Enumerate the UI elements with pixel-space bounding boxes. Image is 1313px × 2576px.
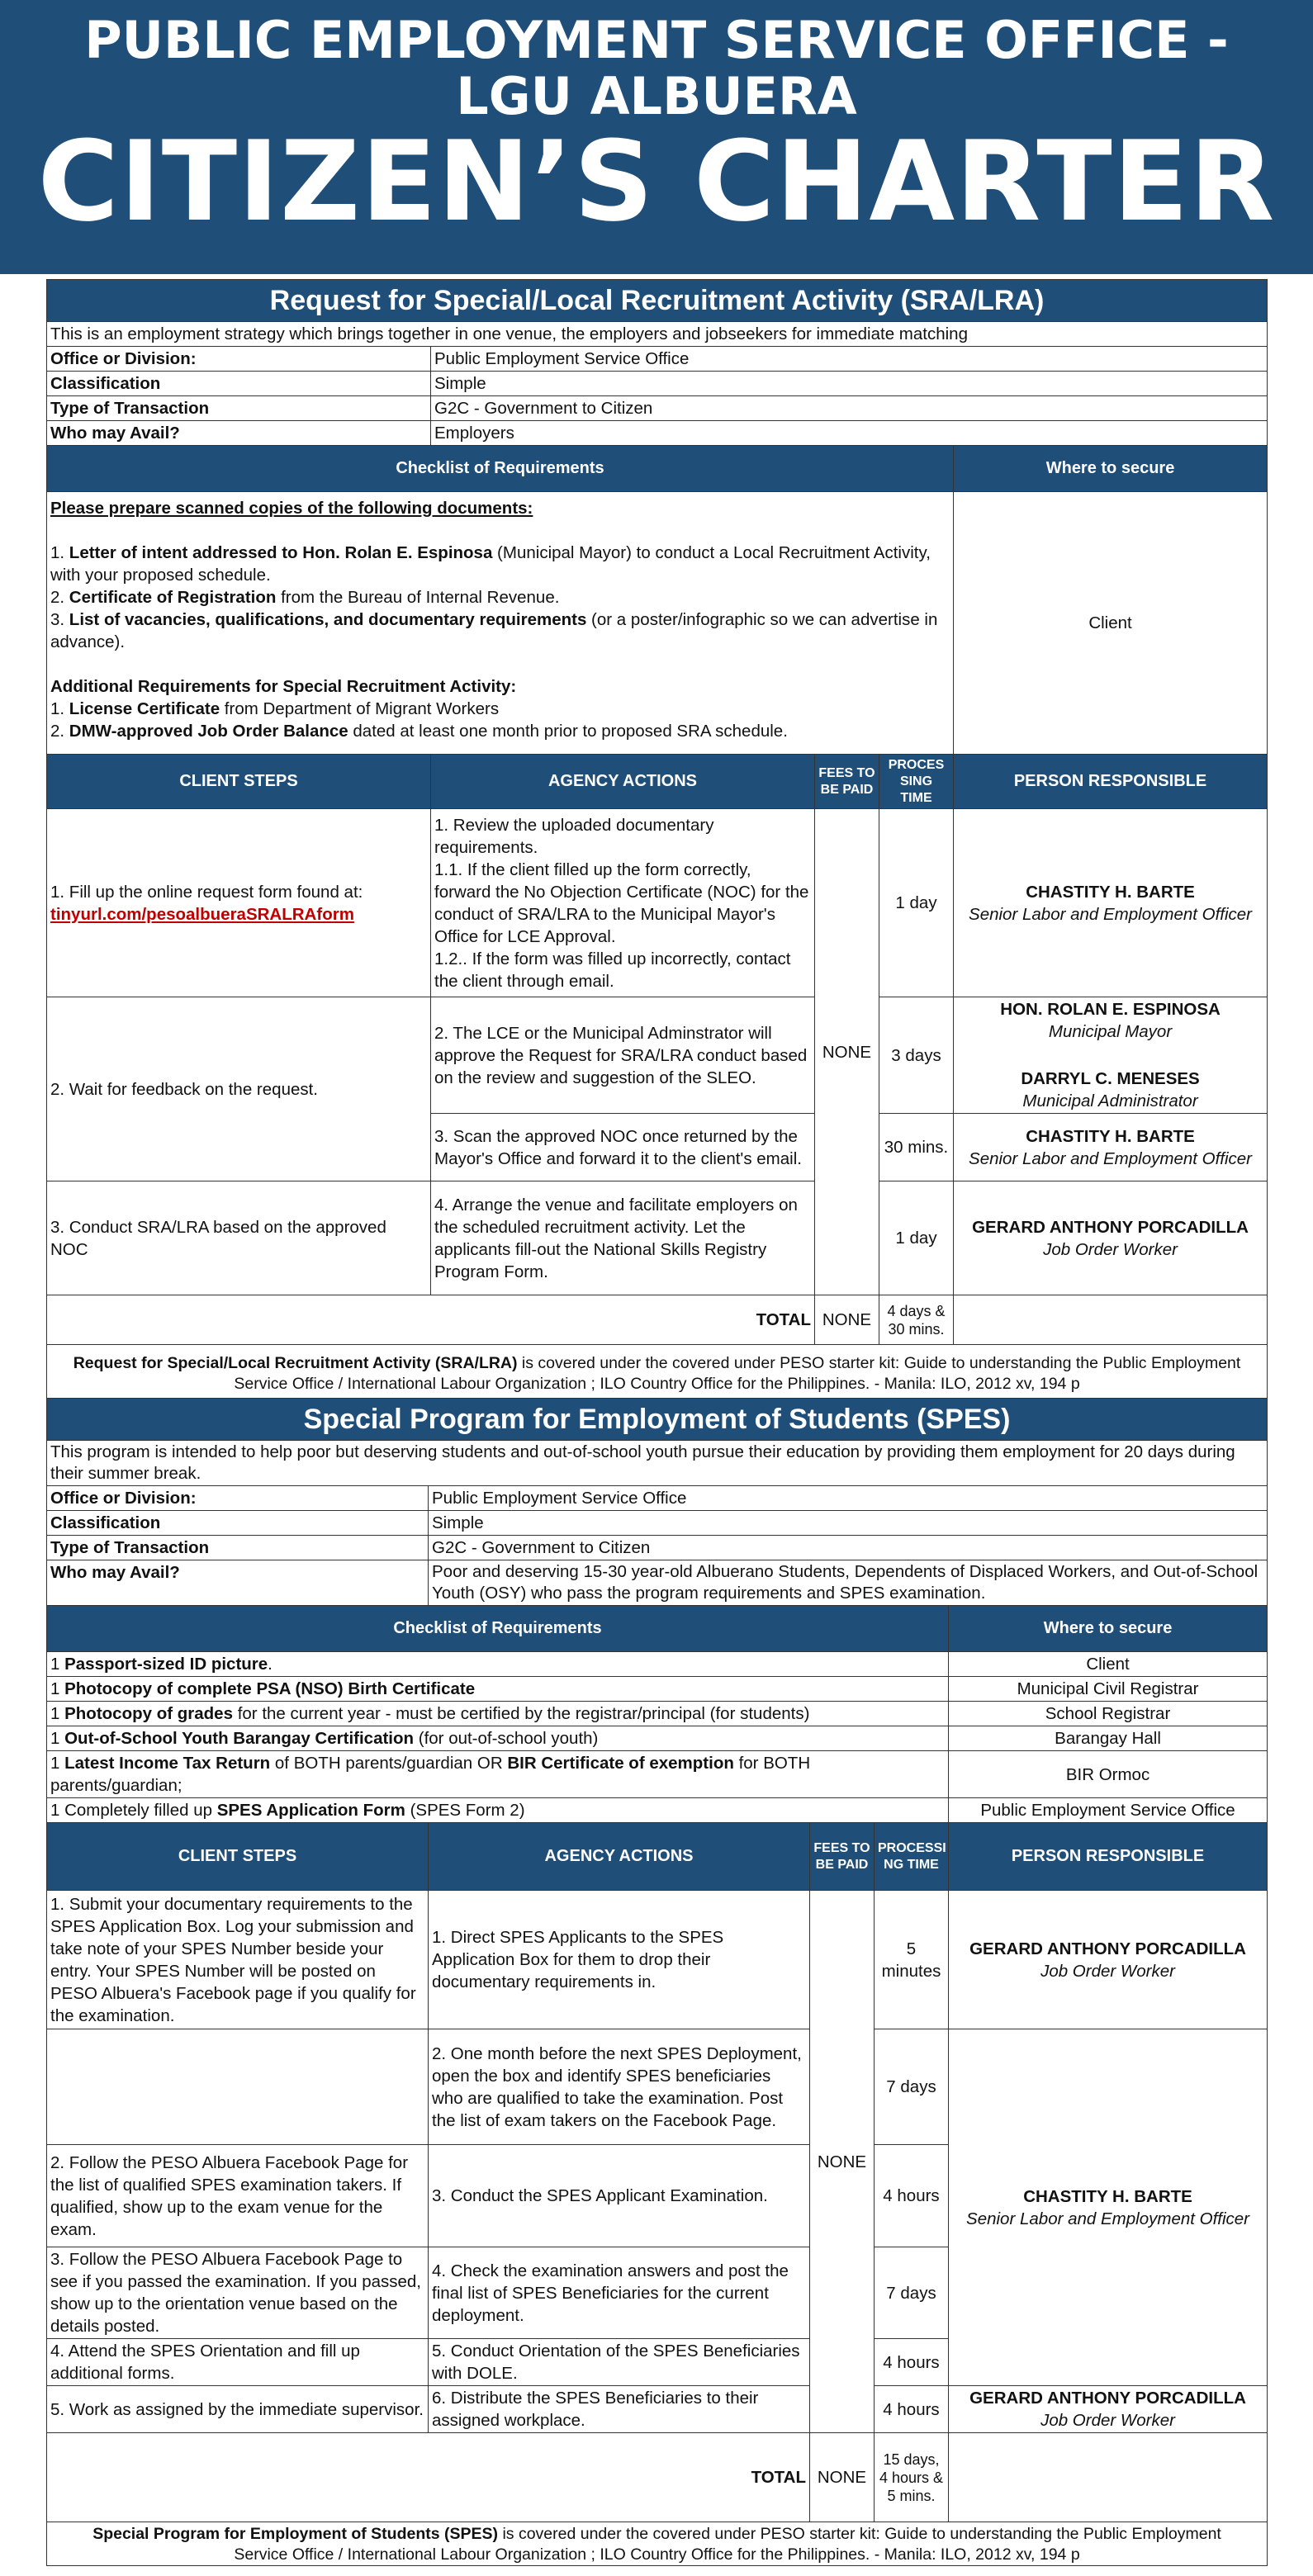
sra-description: This is an employment strategy which brings together in one venue, the employers and jobseekers for immediate matching — [47, 322, 1268, 347]
requirement-text: 1 Completely filled up SPES Application Form (SPES Form 2) — [47, 1798, 949, 1823]
sra-info-row — [47, 372, 1268, 396]
total-time: 15 days, 4 hours & 5 mins. — [875, 2433, 949, 2522]
client-step-4: 4. Attend the SPES Orientation and fill up additional forms. — [47, 2339, 429, 2386]
total-fees: NONE — [810, 2433, 875, 2522]
sra-info-row — [47, 347, 1268, 372]
col-agency-actions: AGENCY ACTIONS — [429, 1823, 810, 1891]
req-item: 1. Letter of intent addressed to Hon. Rolan E. Espinosa (Municipal Mayor) to conduct a Local Recruitment Activity, with your proposed schedule. — [50, 543, 931, 585]
info-value: Poor and deserving 15-30 year-old Albuerano Students, Dependents of Displaced Workers, and Out-of-School Youth (OSY) who pass the program requirements and SPES examination. — [429, 1560, 1268, 1606]
col-agency-actions: AGENCY ACTIONS — [431, 755, 815, 809]
processing-time: 4 hours — [875, 2339, 949, 2386]
client-step-3: 3. Follow the PESO Albuera Facebook Page to see if you passed the examination. If you passed, show up to the orientation venue based on the details posted. — [47, 2247, 429, 2339]
info-label: Classification — [47, 1511, 429, 1536]
info-value: G2C - Government to Citizen — [429, 1536, 1268, 1560]
banner-office-title: PUBLIC EMPLOYMENT SERVICE OFFICE - — [84, 10, 1229, 70]
total-label: TOTAL — [47, 1295, 815, 1345]
sra-footer-note: Request for Special/Local Recruitment Activity (SRA/LRA) is covered under the covered under PESO starter kit: Guide to understanding the Public Employment Service Office / International Labour Organization ; ILO Country Office for the Philippines. - Manila: ILO, 2012 xv, 194 p — [47, 1345, 1268, 1399]
info-label: Who may Avail? — [47, 1560, 429, 1606]
total-time: 4 days & 30 mins. — [879, 1295, 954, 1345]
agency-action-3: 3. Scan the approved NOC once returned by the Mayor's Office and forward it to the client's email. — [431, 1114, 815, 1181]
col-processing-time: PROCES SING TIME — [879, 755, 954, 809]
spes-table — [46, 1398, 1268, 2566]
client-step-1 — [47, 809, 431, 997]
where-value: Client — [954, 492, 1268, 755]
banner-lgu-title: LGU ALBUERA — [456, 66, 857, 126]
col-person-responsible: PERSON RESPONSIBLE — [954, 755, 1268, 809]
spes-description: This program is intended to help poor but deserving students and out-of-school youth pursue their education by providing them employment for 20 days during their summer break. — [47, 1441, 1268, 1486]
total-label: TOTAL — [47, 2433, 810, 2522]
req-item: 2. DMW-approved Job Order Balance dated at least one month prior to proposed SRA schedule. — [50, 722, 788, 741]
requirement-text: 1 Photocopy of complete PSA (NSO) Birth Certificate — [47, 1677, 949, 1702]
person-responsible: HON. ROLAN E. ESPINOSA Municipal Mayor DARRYL C. MENESES Municipal Administrator — [954, 997, 1268, 1114]
requirement-row — [47, 1702, 1268, 1726]
spes-info-row — [47, 1536, 1268, 1560]
info-value: Public Employment Service Office — [429, 1486, 1268, 1511]
requirement-source: Municipal Civil Registrar — [949, 1677, 1268, 1702]
banner-charter-title: CITIZEN’S CHARTER — [37, 117, 1276, 246]
person-responsible: CHASTITY H. BARTE Senior Labor and Employment Officer — [954, 809, 1268, 997]
requirement-row — [47, 1751, 1268, 1798]
client-step-2: 2. Wait for feedback on the request. — [47, 997, 431, 1181]
req-item: 1. License Certificate from Department of Migrant Workers — [50, 699, 500, 718]
requirement-source: Client — [949, 1652, 1268, 1677]
sra-requirements — [47, 492, 954, 755]
sra-title: Request for Special/Local Recruitment Activity (SRA/LRA) — [47, 280, 1268, 322]
requirement-source: Public Employment Service Office — [949, 1798, 1268, 1823]
requirement-row — [47, 1677, 1268, 1702]
info-value: G2C - Government to Citizen — [431, 396, 1268, 421]
agency-action-5: 5. Conduct Orientation of the SPES Beneficiaries with DOLE. — [429, 2339, 810, 2386]
requirement-text: 1 Latest Income Tax Return of BOTH parents/guardian OR BIR Certificate of exemption for BOTH parents/guardian; — [47, 1751, 949, 1798]
fees-value: NONE — [815, 809, 879, 1295]
info-label: Type of Transaction — [47, 1536, 429, 1560]
processing-time: 3 days — [879, 997, 954, 1114]
agency-action-1: 1. Direct SPES Applicants to the SPES Application Box for them to drop their documentary requirements in. — [429, 1891, 810, 2029]
processing-time: 1 day — [879, 1181, 954, 1295]
where-to-secure-header: Where to secure — [949, 1606, 1268, 1652]
requirement-row — [47, 1652, 1268, 1677]
col-fees: FEES TO BE PAID — [815, 755, 879, 809]
client-step-5: 5. Work as assigned by the immediate supervisor. — [47, 2386, 429, 2433]
agency-action-4: 4. Check the examination answers and post the final list of SPES Beneficiaries for the current deployment. — [429, 2247, 810, 2339]
requirement-text: 1 Passport-sized ID picture. — [47, 1652, 949, 1677]
requirement-source: BIR Ormoc — [949, 1751, 1268, 1798]
total-fees: NONE — [815, 1295, 879, 1345]
client-step-empty — [47, 2029, 429, 2145]
info-value: Employers — [431, 421, 1268, 446]
processing-time: 7 days — [875, 2247, 949, 2339]
charter-sheet — [46, 279, 1267, 2566]
info-value: Public Employment Service Office — [431, 347, 1268, 372]
info-label: Office or Division: — [47, 1486, 429, 1511]
req-item: 3. List of vacancies, qualifications, and documentary requirements (or a poster/infographic so we can advertise in advance). — [50, 610, 938, 651]
where-to-secure-header: Where to secure — [954, 446, 1268, 492]
checklist-header: Checklist of Requirements — [47, 1606, 949, 1652]
info-label: Type of Transaction — [47, 396, 431, 421]
info-label: Who may Avail? — [47, 421, 431, 446]
processing-time: 4 hours — [875, 2145, 949, 2247]
info-label: Office or Division: — [47, 347, 431, 372]
col-fees: FEES TO BE PAID — [810, 1823, 875, 1891]
req-intro: Please prepare scanned copies of the following documents: — [50, 499, 533, 518]
spes-info-row — [47, 1560, 1268, 1606]
empty-cell — [954, 1295, 1268, 1345]
spes-info-row — [47, 1486, 1268, 1511]
processing-time: 30 mins. — [879, 1114, 954, 1181]
agency-action-4: 4. Arrange the venue and facilitate employers on the scheduled recruitment activity. Let the applicants fill-out the National Skills Registry Program Form. — [431, 1181, 815, 1295]
additional-req-title: Additional Requirements for Special Recruitment Activity: — [50, 677, 517, 696]
request-form-link[interactable]: tinyurl.com/pesoalbueraSRALRAform — [50, 904, 354, 924]
person-responsible: GERARD ANTHONY PORCADILLA Job Order Worker — [949, 2386, 1268, 2433]
req-item: 2. Certificate of Registration from the Bureau of Internal Revenue. — [50, 588, 560, 607]
info-value: Simple — [429, 1511, 1268, 1536]
col-processing-time: PROCESSI NG TIME — [875, 1823, 949, 1891]
step-text: 1. Fill up the online request form found at: — [50, 882, 363, 902]
requirement-text: 1 Photocopy of grades for the current year - must be certified by the registrar/principal (for students) — [47, 1702, 949, 1726]
page-banner — [0, 0, 1313, 274]
requirement-source: Barangay Hall — [949, 1726, 1268, 1751]
agency-action-6: 6. Distribute the SPES Beneficiaries to their assigned workplace. — [429, 2386, 810, 2433]
fees-value: NONE — [810, 1891, 875, 2433]
spes-footer-note: Special Program for Employment of Students (SPES) is covered under the covered under PESO starter kit: Guide to understanding the Public Employment Service Office / International Labour Organization ; ILO Country Office for the Philippines. - Manila: ILO, 2012 xv, 194 p — [47, 2522, 1268, 2566]
sra-info-row — [47, 396, 1268, 421]
person-responsible: CHASTITY H. BARTE Senior Labor and Employment Officer — [954, 1114, 1268, 1181]
agency-action-3: 3. Conduct the SPES Applicant Examination. — [429, 2145, 810, 2247]
sra-table — [46, 279, 1268, 1399]
client-step-2: 2. Follow the PESO Albuera Facebook Page for the list of qualified SPES examination takers. If qualified, show up to the exam venue for the exam. — [47, 2145, 429, 2247]
info-label: Classification — [47, 372, 431, 396]
spes-info-row — [47, 1511, 1268, 1536]
agency-action-1: 1. Review the uploaded documentary requirements. 1.1. If the client filled up the form correctly, forward the No Objection Certificate (NOC) for the conduct of SRA/LRA to the Municipal Mayor's Office for LCE Approval. 1.2.. If the form was filled up incorrectly, contact the client through email. — [431, 809, 815, 997]
person-responsible: GERARD ANTHONY PORCADILLA Job Order Worker — [954, 1181, 1268, 1295]
processing-time: 1 day — [879, 809, 954, 997]
col-client-steps: CLIENT STEPS — [47, 755, 431, 809]
processing-time: 5 minutes — [875, 1891, 949, 2029]
requirement-row — [47, 1798, 1268, 1823]
spes-title: Special Program for Employment of Students (SPES) — [47, 1399, 1268, 1441]
client-step-3: 3. Conduct SRA/LRA based on the approved NOC — [47, 1181, 431, 1295]
processing-time: 7 days — [875, 2029, 949, 2145]
processing-time: 4 hours — [875, 2386, 949, 2433]
requirement-row — [47, 1726, 1268, 1751]
client-step-1: 1. Submit your documentary requirements to the SPES Application Box. Log your submission and take note of your SPES Number beside your entry. Your SPES Number will be posted on PESO Albuera's Facebook page if you qualify for the examination. — [47, 1891, 429, 2029]
person-responsible: CHASTITY H. BARTE Senior Labor and Employment Officer — [949, 2029, 1268, 2386]
requirement-text: 1 Out-of-School Youth Barangay Certification (for out-of-school youth) — [47, 1726, 949, 1751]
info-value: Simple — [431, 372, 1268, 396]
sra-info-row — [47, 421, 1268, 446]
agency-action-2: 2. One month before the next SPES Deployment, open the box and identify SPES beneficiaries who are qualified to take the examination. Post the list of exam takers on the Facebook Page. — [429, 2029, 810, 2145]
agency-action-2: 2. The LCE or the Municipal Adminstrator will approve the Request for SRA/LRA conduct based on the review and suggestion of the SLEO. — [431, 997, 815, 1114]
empty-cell — [949, 2433, 1268, 2522]
person-responsible: GERARD ANTHONY PORCADILLA Job Order Worker — [949, 1891, 1268, 2029]
checklist-header: Checklist of Requirements — [47, 446, 954, 492]
requirement-source: School Registrar — [949, 1702, 1268, 1726]
col-client-steps: CLIENT STEPS — [47, 1823, 429, 1891]
col-person-responsible: PERSON RESPONSIBLE — [949, 1823, 1268, 1891]
